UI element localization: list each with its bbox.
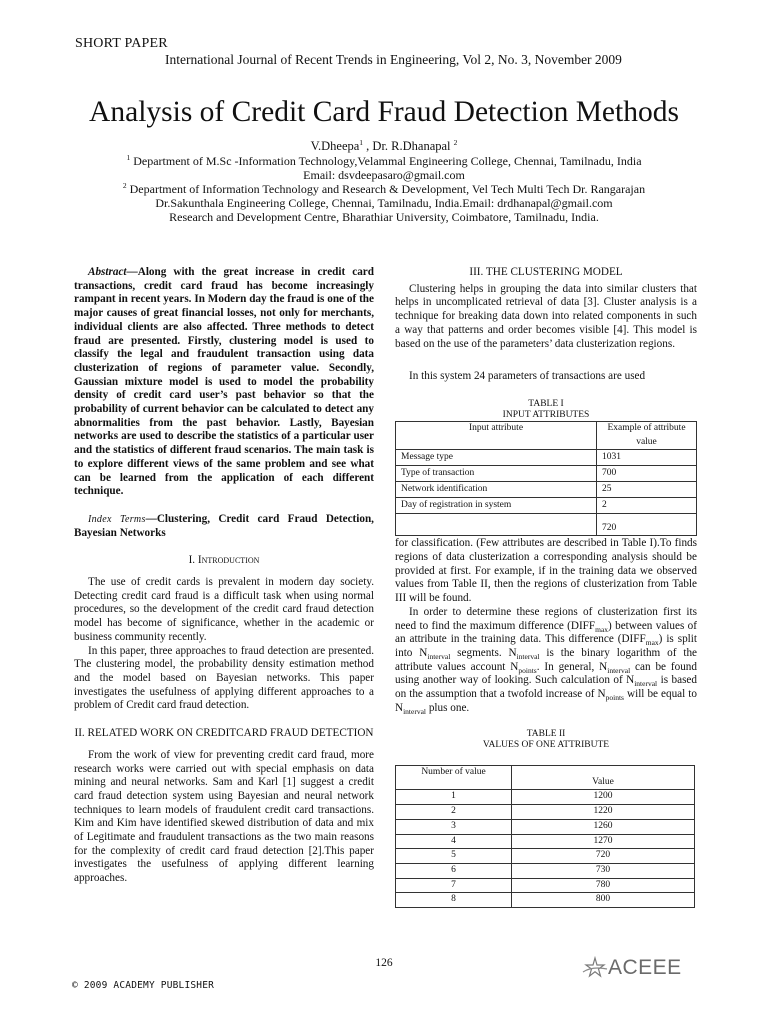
table-row	[396, 819, 695, 834]
table-row	[396, 466, 697, 482]
table-cell: 4	[396, 834, 512, 849]
table-header-cell: Input attribute	[396, 421, 597, 449]
table-row	[396, 790, 695, 805]
table-cell: Day of registration in system	[396, 498, 597, 514]
table-cell: 1	[396, 790, 512, 805]
table-1-caption-number: TABLE I	[528, 398, 564, 409]
publisher-logo-text: ACEEE	[608, 956, 682, 979]
table-input-attributes	[395, 421, 697, 536]
affiliation-2-cont-2: Research and Development Centre, Bharathiar University, Coimbatore, Tamilnadu, India.	[169, 210, 599, 224]
table-cell: 25	[597, 482, 697, 498]
copyright-notice: © 2009 ACADEMY PUBLISHER	[72, 980, 215, 991]
left-column	[74, 266, 374, 886]
table-cell: 5	[396, 849, 512, 864]
table-cell: 730	[512, 863, 695, 878]
intro-paragraph-1: The use of credit cards is prevalent in modern day society. Detecting credit card fraud is a difficult task when using normal procedures, so the development of the credit card fraud detection model has become of significance, whether in the academic or business community recently.	[74, 576, 374, 643]
page-number: 126	[375, 957, 393, 969]
clustering-paragraph-1: Clustering helps in grouping the data into similar clusters that helps in uncomplicated retrieval of data [3]. Cluster analysis is a technique for breaking data down into related components in such a way that patterns and order becomes visible [4]. This model is based on the use of the parameters’ data clusterization regions.	[395, 282, 697, 350]
star-swoosh-icon	[582, 956, 608, 980]
table-cell: 800	[512, 893, 695, 908]
table-cell	[396, 514, 597, 536]
table-row	[396, 863, 695, 878]
table-1-block	[395, 399, 697, 536]
table-cell: Network identification	[396, 482, 597, 498]
section-heading-related-work: II. RELATED WORK ON CREDITCARD FRAUD DETECTION	[74, 727, 374, 740]
table-row	[396, 805, 695, 820]
abstract	[74, 266, 374, 499]
affiliation-2-cont: Dr.Sakunthala Engineering College, Chennai, Tamilnadu, India.Email: drdhanapal@gmail.com	[155, 196, 613, 210]
table-row	[396, 878, 695, 893]
abstract-text: —Along with the great increase in credit card transactions, credit card fraud has become increasingly rampant in recent years. In Modern day the fraud is one of the major causes of great financial losses, not only for merchants, individual clients are also affected. Three methods to detect fraud are presented. Firstly, clustering model is used to classify the legal and fraudulent transaction using data clusterization of regions of parameter value. Secondly, Gaussian mixture model is used to model the probability density of credit card user’s past behavior so that the probability of current behavior can be calculated to detect any abnormalities from the past behavior. Lastly, Bayesian networks are used to describe the statistics of a particular user and the statistics of different fraud scenarios. The main task is to explore different views of the same problem and see what can be learned from the application of each different technique.	[74, 266, 374, 498]
related-paragraph-1: From the work of view for preventing credit card fraud, more research works were carried out with special emphasis on data mining and neural networks. Sam and Karl [1] suggest a credit card fraud detection system using Bayesian and neural network techniques to learn models of fraudulent credit card transactions. Kim and Kim have identified skewed distribution of data and mix of Legitimate and fraudulent transactions as the two main reasons for the complexity of credit card fraud detection [2].This paper investigates the usefulness of applying different learning approaches.	[74, 748, 374, 885]
clustering-paragraph-3: for classification. (Few attributes are described in Table I).To finds regions of data clusterization a corresponding analysis should be provided at first. For example, if in the training data we observed values from Table II, then the regions of clusterization from Table III will be found.	[395, 537, 697, 605]
paper-title: Analysis of Credit Card Fraud Detection Methods	[89, 96, 679, 128]
author-2: Dr. R.Dhanapal	[372, 139, 451, 153]
table-row	[396, 893, 695, 908]
table-row	[396, 482, 697, 498]
table-cell: 700	[597, 466, 697, 482]
author-1: V.Dheepa	[310, 139, 360, 153]
clustering-paragraph-2: In this system 24 parameters of transactions are used	[409, 370, 646, 383]
table-header-cell: Number of value	[396, 766, 512, 790]
intro-paragraph-2: In this paper, three approaches to fraud detection are presented. The clustering model, the probability density estimation method and the model based on Bayesian networks. This paper investigates the usefulness of applying different approaches to a problem of Credit card fraud detection.	[74, 644, 374, 712]
right-column	[395, 266, 697, 908]
table-values-of-one-attribute	[395, 765, 695, 908]
author-line: V.Dheepa$^1$ , Dr. R.Dhanapal $^2$	[310, 137, 458, 153]
table-cell: 1200	[512, 790, 695, 805]
abstract-label: Abstract	[88, 266, 127, 278]
table-cell: 8	[396, 893, 512, 908]
table-header-cell: Value	[512, 766, 695, 790]
table-1-caption-title: INPUT ATTRIBUTES	[502, 409, 590, 420]
table-cell: 2	[396, 805, 512, 820]
table-row	[396, 849, 695, 864]
clustering-paragraph-4: In order to determine these regions of clusterization first its need to find the maximum difference $(DIFF_{max})$ between values of an attribute in the training data. This difference $(DIFF_{max})$ is split into $N_{interval}$ segments. $N_{interval}$ is the binary logarithm of the attribute values account $N_{points}$. In general, $N_{interval}$ can be found using another way of looking. Such calculation of $N_{interval}$ is based on the assumption that a twofold increase of $N_{points}$ will be equal to $N_{interval}$ plus one.	[395, 605, 697, 716]
table-cell: 6	[396, 863, 512, 878]
section-heading-introduction: I. Introduction	[188, 554, 260, 567]
affiliation-2: $^2$ Department of Information Technology and Research & Development, Vel Tech Multi Tech Dr. Rangarajan	[122, 181, 646, 196]
table-cell: 1260	[512, 819, 695, 834]
table-cell: 3	[396, 819, 512, 834]
table-cell: 720	[597, 514, 697, 536]
table-cell: 2	[597, 498, 697, 514]
table-header-row	[396, 421, 697, 449]
table-row	[396, 450, 697, 466]
table-row	[396, 514, 697, 536]
section-heading-clustering: III. THE CLUSTERING MODEL	[469, 266, 623, 278]
table-cell: 720	[512, 849, 695, 864]
table-cell: 1031	[597, 450, 697, 466]
table-header-row	[396, 766, 695, 790]
table-cell: Message type	[396, 450, 597, 466]
table-header-cell: Example of attribute value	[597, 421, 697, 449]
table-cell: 7	[396, 878, 512, 893]
affiliation-1: $^1$ Department of M.Sc -Information Technology,Velammal Engineering College, Chennai, Tamilnadu, India	[126, 153, 642, 168]
table-cell: 1270	[512, 834, 695, 849]
index-terms-text: —Clustering, Credit card Fraud Detection, Bayesian Networks	[74, 512, 374, 539]
table-2-caption-title: VALUES OF ONE ATTRIBUTE	[482, 740, 610, 751]
table-row	[396, 498, 697, 514]
publisher-logo	[582, 956, 682, 980]
index-terms-label: Index Terms	[88, 513, 146, 525]
running-header-journal: International Journal of Recent Trends in Engineering, Vol 2, No. 3, November 2009	[165, 52, 622, 67]
table-cell: 1220	[512, 805, 695, 820]
index-terms	[74, 513, 374, 540]
table-2-block	[395, 729, 697, 908]
table-cell: Type of transaction	[396, 466, 597, 482]
table-cell: 780	[512, 878, 695, 893]
table-2-caption-number: TABLE II	[526, 729, 566, 740]
affiliation-1-email: Email: dsvdeepasaro@gmail.com	[303, 168, 465, 182]
running-header-short-paper: SHORT PAPER	[75, 36, 168, 51]
table-row	[396, 834, 695, 849]
